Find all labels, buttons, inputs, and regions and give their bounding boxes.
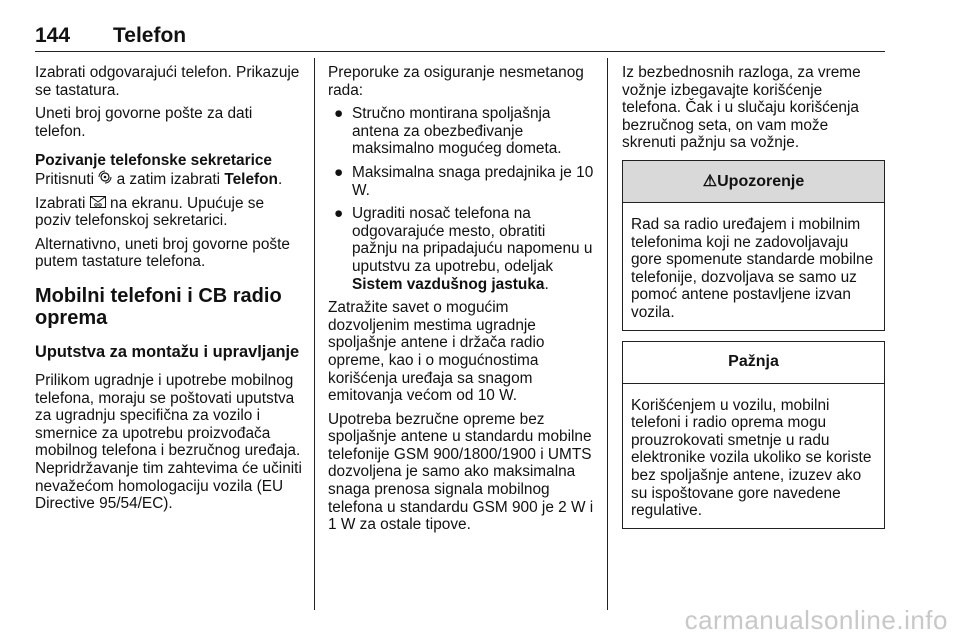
notice-title: Pažnja	[728, 353, 779, 371]
column-left	[35, 64, 303, 519]
menu-option-telefon: Telefon	[224, 170, 278, 188]
page-number: 144	[35, 24, 71, 47]
paragraph	[35, 170, 303, 189]
section-heading: Mobilni telefoni i CB radio oprema	[35, 284, 282, 329]
text: Izabrati	[35, 194, 86, 212]
subsection-heading: Uputstva za montažu i upravljanje	[35, 342, 300, 361]
list-item	[328, 205, 594, 293]
phone-app-icon	[98, 170, 112, 189]
warning-header	[623, 161, 884, 203]
paragraph: Alternativno, uneti broj govorne pošte putem tastature telefona.	[35, 235, 290, 271]
column-right	[622, 64, 885, 529]
paragraph: Upotreba bezručne opreme bez spoljašnje antene u standardu mobilne telefonije GSM 900/1800/1900 i UMTS dozvoljena je samo ako maksimalna snaga prenosa signala mobilnog telefona u standardu GSM 900 je 2 W i 1 W za ostale tipove.	[328, 410, 594, 534]
column-divider	[314, 58, 315, 610]
paragraph: Zatražite savet o mogućim dozvoljenim mestima ugradnje spoljašnje antene i držača radio opreme, kao i o mogućnostima korišćenja uređaja sa snagom emitovanja većom od 10 W.	[328, 299, 545, 405]
paragraph: Uneti broj govorne pošte za dati telefon.	[35, 105, 253, 140]
page-title: Telefon	[113, 24, 187, 47]
text: na ekranu. Upućuje se poziv telefonskoj sekretarici.	[35, 194, 265, 230]
column-middle	[328, 64, 594, 540]
paragraph: Preporuke za osiguranje nesmetanog rada:	[328, 64, 584, 99]
warning-text: Rad sa radio uređajem i mobilnim telefonima koji ne zadovoljavaju gore spomenute standarde mobilne telefonije, dozvoljava se samo uz pomoć antene postavljene izvan vozila.	[631, 215, 874, 321]
list-item	[328, 105, 594, 158]
text: Stručno montirana spoljašnja antena za obezbeđivanje maksimalno mogućeg dometa.	[352, 105, 562, 158]
page-header	[35, 18, 885, 52]
paragraph: Iz bezbednosnih razloga, za vreme vožnje izbegavajte korišćenje telefona. Čak i u slučaju korišćenja bezručnog seta, on vam može skrenuti pažnju sa vožnje.	[622, 64, 861, 152]
paragraph: Prilikom ugradnje i upotrebe mobilnog telefona, moraju se poštovati uputstva za ugradnju specifična za vozilo i smernice za upotrebu proizvođača mobilnog telefona i bezručnog uređaja. Nepridržavanje tim zahtevima će učiniti nevažećom homologaciju vozila (EU Directive 95/54/EC).	[35, 371, 302, 513]
bullet-list	[328, 105, 594, 293]
paragraph: Izabrati odgovarajući telefon. Prikazuje se tastatura.	[35, 64, 300, 99]
notice-box	[622, 341, 885, 529]
text: Maksimalna snaga predajnika je 10 W.	[352, 163, 594, 199]
voicemail-heading: Pozivanje telefonske sekretarice	[35, 152, 272, 170]
cross-reference: Sistem vazdušnog jastuka	[352, 275, 545, 293]
warning-title: Upozorenje	[717, 172, 805, 190]
text: a zatim izabrati	[116, 170, 221, 188]
text: Ugraditi nosač telefona na odgovarajuće mesto, obratiti pažnju na pripadajuću napomenu u uputstvu za upotrebu, odeljak	[352, 205, 593, 275]
notice-text: Korišćenjem u vozilu, mobilni telefoni i radio oprema mogu prouzrokovati smetnje u radu elektronike vozila ukoliko se koriste bez spoljašnje antene, izuzev ako su ispoštovane gore navedene regulative.	[631, 396, 872, 520]
notice-header	[623, 342, 884, 384]
text: Pritisnuti	[35, 170, 95, 188]
paragraph	[35, 195, 303, 230]
warning-icon: ⚠	[702, 172, 718, 190]
text: .	[277, 170, 283, 188]
watermark: carmanualsonline.info	[684, 605, 948, 635]
text: .	[544, 275, 549, 293]
column-divider	[607, 58, 608, 610]
voicemail-icon	[90, 195, 106, 213]
bullet-icon: ●	[334, 205, 344, 223]
list-item	[328, 164, 594, 199]
bullet-icon: ●	[334, 105, 344, 123]
bullet-icon: ●	[334, 163, 344, 181]
warning-box	[622, 160, 885, 331]
